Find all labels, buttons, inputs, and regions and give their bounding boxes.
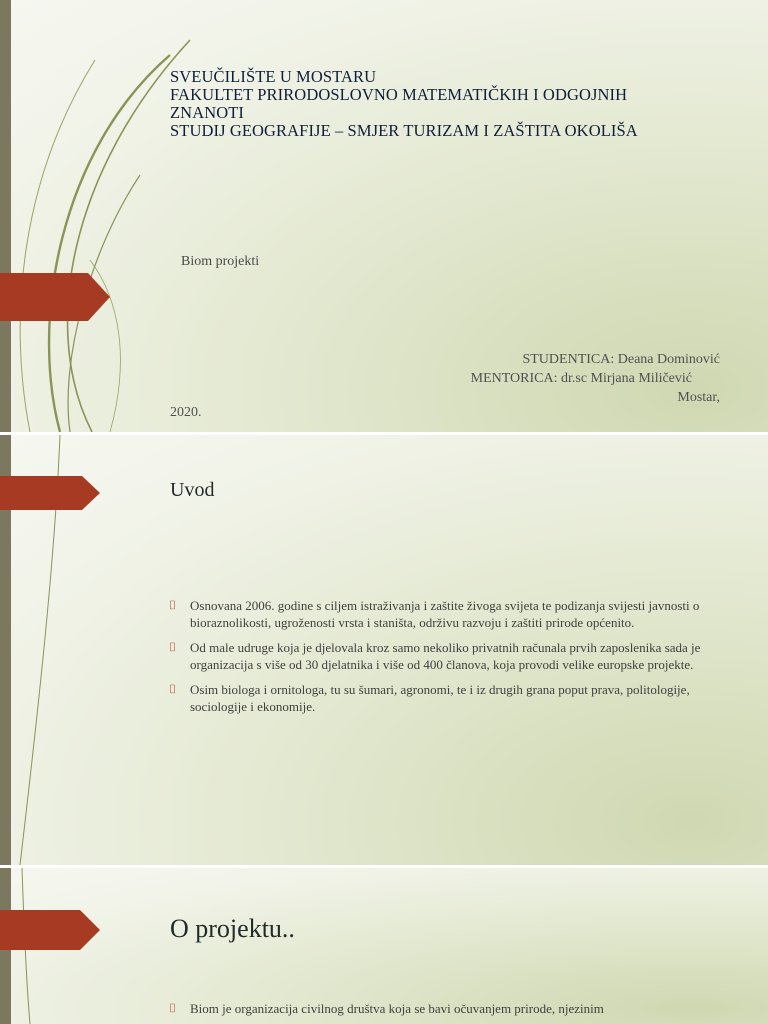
accent-arrow xyxy=(0,476,100,510)
title-slide xyxy=(0,0,768,432)
bullet-text: Osim biologa i ornitologa, tu su šumari, agronomi, te i iz drugih grana poput prava, politologije, sociologije i ekonomije. xyxy=(190,682,690,714)
study-program: STUDIJ GEOGRAFIJE – SMJER TURIZAM I ZAŠTITA OKOLIŠA xyxy=(170,121,638,140)
intro-slide xyxy=(0,435,768,865)
bullet-list xyxy=(169,597,729,723)
student-name: STUDENTICA: Deana Dominović xyxy=(522,352,720,367)
accent-arrow xyxy=(0,273,110,321)
list-item xyxy=(169,639,729,673)
bullet-text: Od male udruge koja je djelovala kroz samo nekoliko privatnih računala prvih zaposlenika sada je organizacija s više od 30 djelatnika i više od 400 članova, koja provodi velike europske projekte. xyxy=(190,640,701,672)
presentation-subtitle: Biom projekti xyxy=(181,254,260,269)
bullet-icon: ⌷ xyxy=(169,640,177,654)
list-item xyxy=(169,681,729,715)
city: Mostar, xyxy=(677,390,720,405)
project-slide xyxy=(0,868,768,1024)
list-item xyxy=(169,1000,749,1017)
bullet-icon: ⌷ xyxy=(169,598,177,612)
slide-heading: Uvod xyxy=(170,479,215,501)
mentor-name: MENTORICA: dr.sc Mirjana Miličević xyxy=(470,371,692,386)
year: 2020. xyxy=(170,405,202,420)
bullet-icon: ⌷ xyxy=(169,1001,177,1015)
bullet-list xyxy=(169,1000,749,1024)
bullet-text: Osnovana 2006. godine s ciljem istraživanja i zaštite živoga svijeta te podizanja svijesti javnosti o bioraznolikosti, ugroženosti vrsta i staništa, održivu razvoju i zaštiti prirode općenito. xyxy=(190,598,700,630)
slide-heading: O projektu.. xyxy=(170,914,295,943)
author-block xyxy=(471,350,720,407)
university-name: SVEUČILIŠTE U MOSTARU xyxy=(170,67,377,86)
decorative-swirl xyxy=(0,0,200,432)
list-item xyxy=(169,597,729,631)
title-block xyxy=(170,68,730,140)
bullet-text: Biom je organizacija civilnog društva koja se bavi očuvanjem prirode, njezinim xyxy=(190,1001,604,1016)
faculty-name-line2: ZNANOTI xyxy=(170,103,245,122)
bullet-icon: ⌷ xyxy=(169,682,177,696)
slide-side-bar xyxy=(0,0,11,432)
faculty-name-line1: FAKULTET PRIRODOSLOVNO MATEMATIČKIH I ODGOJNIH xyxy=(170,85,628,104)
accent-arrow xyxy=(0,910,100,950)
